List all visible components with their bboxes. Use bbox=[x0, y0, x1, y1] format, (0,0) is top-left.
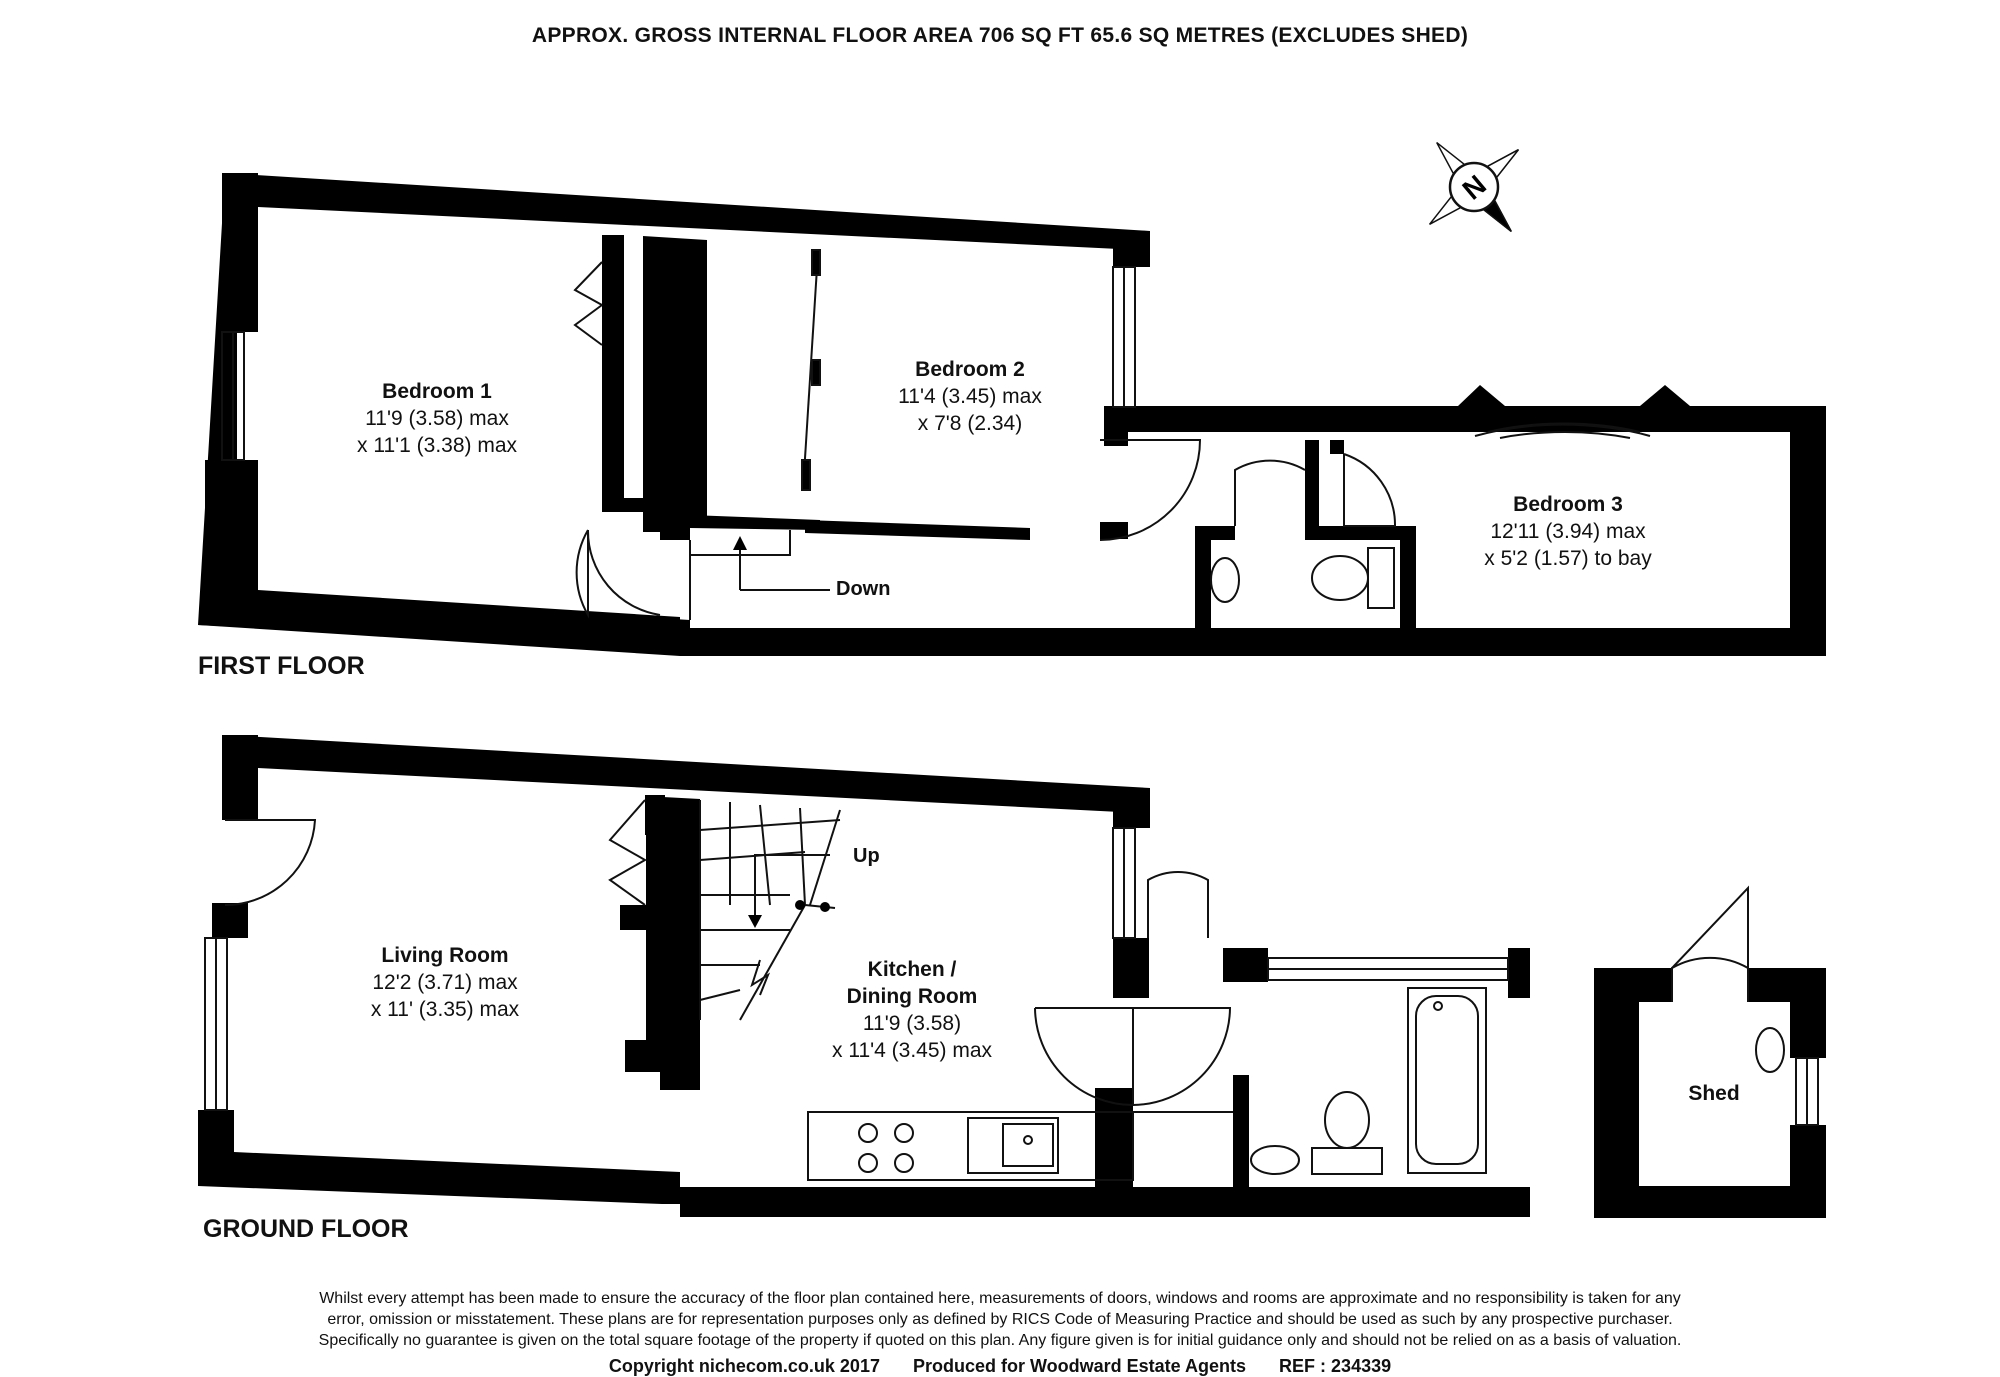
stairs-up-arrow-head bbox=[748, 915, 762, 928]
disclaimer-line: Specifically no guarantee is given on the total square footage of the property if quoted on this plan. Any figure given is for initial guidance only and should not be relied on as a basis of valuation. bbox=[318, 1332, 1682, 1349]
room-name: Bedroom 3 bbox=[1513, 493, 1623, 516]
bay-window-wall bbox=[1458, 385, 1505, 406]
bedroom1-left-wall-upper bbox=[222, 173, 258, 332]
room-name: Living Room bbox=[381, 944, 509, 967]
chimney-breast-first bbox=[643, 236, 707, 540]
shed-basin bbox=[1756, 1028, 1784, 1072]
reference-text: REF : 234339 bbox=[1279, 1356, 1392, 1376]
living-wardrobe-doors bbox=[610, 800, 645, 905]
wardrobe-wall bbox=[602, 235, 624, 510]
room-dimension: 11'9 (3.58) max bbox=[365, 407, 509, 430]
disclaimer bbox=[190, 1288, 1810, 1351]
shed-bottom-wall bbox=[1594, 1186, 1826, 1218]
room-shed bbox=[1688, 1080, 1739, 1107]
footer bbox=[0, 1356, 2000, 1377]
bathroom-top-wall-left bbox=[1223, 948, 1268, 982]
kitchen-back-door-swing bbox=[1148, 872, 1208, 938]
room-dimension: 12'11 (3.94) max bbox=[1490, 520, 1646, 543]
compass-north-icon bbox=[1423, 136, 1525, 238]
hob-ring bbox=[859, 1124, 877, 1142]
bedroom3-inner-post bbox=[1330, 440, 1344, 454]
bathroom-basin bbox=[1251, 1146, 1299, 1174]
bedroom3-top-wall bbox=[1104, 406, 1826, 432]
bathroom-bath bbox=[1408, 988, 1486, 1173]
room-dimension: 11'9 (3.58) bbox=[862, 1012, 962, 1035]
room-dimension: x 7'8 (2.34) bbox=[917, 412, 1023, 435]
room-bedroom-1 bbox=[357, 378, 517, 459]
produced-for-text: Produced for Woodward Estate Agents bbox=[912, 1356, 1247, 1376]
shed-door-swing bbox=[1672, 958, 1748, 1002]
shed-left-wall bbox=[1594, 968, 1639, 1218]
bedroom3-right-wall bbox=[1790, 406, 1826, 656]
stairs-down-label: Down bbox=[836, 578, 891, 600]
wc-toilet-cistern bbox=[1368, 548, 1394, 608]
newel-post bbox=[795, 900, 805, 910]
bathroom-toilet-bowl bbox=[1325, 1092, 1369, 1148]
wc-toilet-bowl bbox=[1312, 556, 1368, 600]
room-living-room bbox=[371, 942, 519, 1023]
stairs-up-label: Up bbox=[853, 845, 880, 867]
wc-basin bbox=[1211, 558, 1239, 602]
bathroom-left-wall bbox=[1233, 1075, 1249, 1187]
bedroom1-door-swing bbox=[577, 530, 588, 615]
wardrobe-doors bbox=[575, 262, 602, 345]
room-dimension: 12'2 (3.71) max bbox=[372, 971, 518, 994]
room-dimension: x 5'2 (1.57) to bay bbox=[1484, 547, 1652, 570]
ground-left-wall-upper bbox=[222, 735, 258, 820]
wc-door-swing bbox=[1235, 461, 1305, 526]
newel-post bbox=[820, 902, 830, 912]
ground-stairs bbox=[700, 800, 840, 1020]
shed-top-wall-left bbox=[1594, 968, 1672, 1002]
copyright-text: Copyright nichecom.co.uk 2017 bbox=[608, 1356, 880, 1376]
bay-window-wall-right bbox=[1640, 385, 1690, 406]
room-dimension: 11'4 (3.45) max bbox=[898, 385, 1042, 408]
wc-right-wall bbox=[1400, 526, 1416, 628]
ground-bottom-wall bbox=[198, 1152, 1530, 1217]
kitchen-worktop bbox=[808, 1112, 1133, 1180]
svg-text:N: N bbox=[1456, 169, 1493, 206]
kitchen-sink bbox=[968, 1118, 1058, 1173]
room-bedroom-3 bbox=[1484, 491, 1651, 572]
ground-floor-label: GROUND FLOOR bbox=[203, 1215, 409, 1243]
ground-left-wall-mid bbox=[212, 903, 248, 938]
first-floor-label: FIRST FLOOR bbox=[198, 652, 365, 680]
room-dimension: x 11'4 (3.45) max bbox=[831, 1039, 993, 1062]
room-name: Kitchen / bbox=[867, 958, 957, 981]
living-wardrobe-end bbox=[645, 795, 665, 835]
chimney-breast-ground bbox=[620, 797, 700, 1090]
ground-right-wall-lower bbox=[1113, 938, 1149, 998]
bathroom-top-wall-right bbox=[1508, 948, 1530, 998]
room-name: Shed bbox=[1688, 1082, 1740, 1105]
hob-ring bbox=[895, 1124, 913, 1142]
hob-ring bbox=[895, 1154, 913, 1172]
wc-door-post bbox=[1305, 440, 1319, 530]
wc-top-wall-right bbox=[1305, 526, 1415, 540]
bathroom-toilet-cistern bbox=[1312, 1148, 1382, 1174]
bedroom3-door-swing bbox=[1344, 454, 1395, 526]
disclaimer-line: error, omission or misstatement. These plans are for representation purposes only as defined by RICS Code of Measuring Practice and should be used as such by any prospective purchaser. bbox=[327, 1311, 1673, 1328]
room-name: Bedroom 1 bbox=[382, 380, 492, 403]
room-bedroom-2 bbox=[898, 356, 1042, 437]
room-kitchen-dining bbox=[832, 956, 992, 1064]
bedroom2-bottom-wall-right bbox=[805, 520, 1030, 540]
wc-left-wall bbox=[1195, 526, 1211, 628]
ground-right-wall-upper bbox=[1113, 788, 1150, 828]
hob-ring bbox=[859, 1154, 877, 1172]
bedroom2-bottom-wall bbox=[690, 515, 820, 530]
shed-right-wall bbox=[1790, 968, 1826, 1058]
living-door-swing bbox=[225, 820, 315, 905]
bedroom2-right-wall-upper bbox=[1113, 231, 1150, 267]
disclaimer-line: Whilst every attempt has been made to ensure the accuracy of the floor plan contained here, measurements of doors, windows and rooms are approximate and no responsibility is taken for any bbox=[319, 1290, 1681, 1307]
room-name: Bedroom 2 bbox=[915, 358, 1025, 381]
wc-top-wall-left bbox=[1195, 526, 1235, 540]
stairs-down-arrow-head bbox=[733, 536, 747, 550]
room-dimension: x 11' (3.35) max bbox=[370, 998, 520, 1021]
floor-area-heading: APPROX. GROSS INTERNAL FLOOR AREA 706 SQ FT 65.6 SQ METRES (EXCLUDES SHED) bbox=[531, 24, 1469, 47]
room-name: Dining Room bbox=[846, 985, 978, 1008]
wardrobe-wall-bottom bbox=[602, 498, 647, 512]
room-dimension: x 11'1 (3.38) max bbox=[356, 434, 518, 457]
